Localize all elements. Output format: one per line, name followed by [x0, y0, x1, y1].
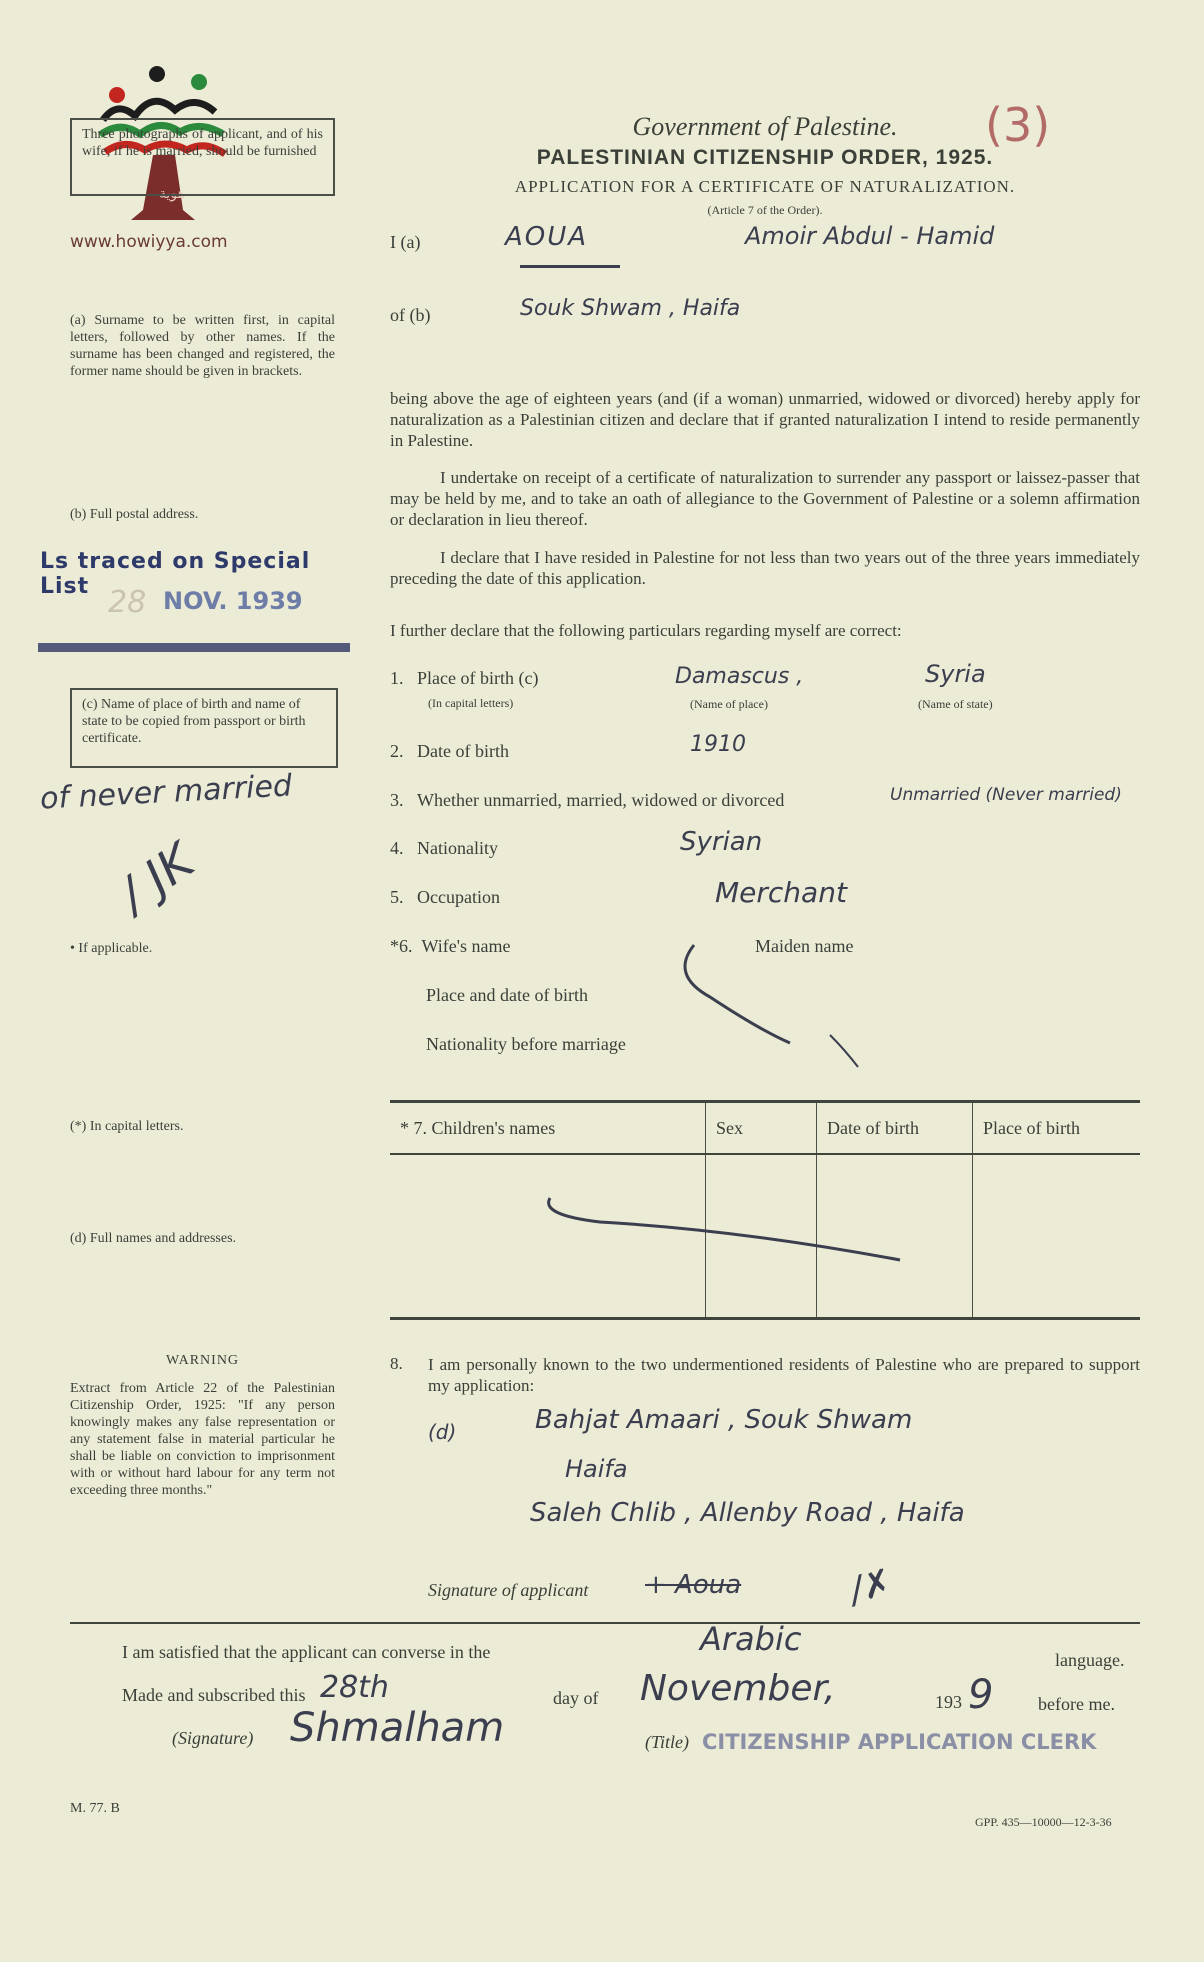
applicant-signature-label: Signature of applicant — [428, 1580, 589, 1600]
item-4-label: 4. Nationality — [390, 838, 498, 858]
photo-note-box — [70, 118, 335, 196]
item-2-label: 2. Date of birth — [390, 741, 509, 761]
occupation-label: Occupation — [417, 887, 500, 907]
birth-place-value: Damascus , — [675, 664, 804, 689]
wife-strike-mark — [680, 935, 880, 1075]
clerk-signature: Shmalham — [290, 1705, 505, 1751]
maiden-label: Maiden name — [755, 936, 854, 956]
print-code: GPP. 435—10000—12-3-36 — [975, 1815, 1112, 1829]
clerk-title-label: (Title) — [645, 1732, 689, 1752]
children-name-header: * 7. Children's names — [390, 1102, 706, 1155]
watermark-site: www.howiyya.com — [70, 232, 228, 252]
stamp-month: NOV. 1939 — [163, 587, 303, 615]
year-value: 9 — [968, 1672, 994, 1718]
clerk-title-stamp: CITIZENSHIP APPLICATION CLERK — [702, 1730, 1097, 1754]
referee-2: Saleh Chlib , Allenby Road , Haifa — [530, 1498, 965, 1528]
made-subscribed-label: Made and subscribed this — [122, 1685, 306, 1705]
name-label: I (a) — [390, 232, 421, 252]
page-number: (3) — [985, 98, 1051, 152]
signature-rule — [70, 1622, 1140, 1624]
full-names-note: (d) Full names and addresses. — [70, 1231, 237, 1246]
note-b: (b) Full postal address. — [70, 507, 199, 522]
photo-note: Three photographs of applicant, and of his wife, if he is married, should be furnished — [82, 127, 323, 159]
applicant-signature: + Aoua — [645, 1570, 742, 1600]
marital-value: Unmarried (Never married) — [890, 785, 1122, 805]
address-label: of (b) — [390, 305, 431, 325]
birth-sublabel: (In capital letters) — [428, 696, 514, 710]
before-me-label: before me. — [1038, 1694, 1115, 1714]
marital-label: Whether unmarried, married, widowed or divorced — [417, 790, 785, 810]
declaration-age: being above the age of eighteen years (and (if a woman) unmarried, widowed or divorced) hereby apply for naturalization as a Palestinian citizen and declare that if granted naturalization I intend to reside permanently in Palestine. — [390, 389, 1140, 450]
margin-initials: / JK — [108, 832, 205, 924]
wife-label: Wife's name — [421, 936, 511, 956]
birth-label: Place of birth (c) — [417, 668, 539, 688]
declaration-residence: I declare that I have resided in Palestine for not less than two years out of the three years immediately preceding the date of this application. — [390, 548, 1140, 588]
nationality-label: Nationality — [417, 838, 498, 858]
warning-text: Extract from Article 22 of the Palestinian Citizenship Order, 1925: "If any person knowingly makes any false representation or any statement false in material particular he shall be liable on conviction to imprisonment with or without hard labour for any term not exceeding three months." — [70, 1381, 335, 1498]
stamp-rule — [38, 643, 350, 652]
item-6-label: *6. Wife's name — [390, 936, 511, 956]
year-prefix: 193 — [935, 1692, 962, 1712]
note-c-box — [70, 688, 338, 768]
birth-state-value: Syria — [925, 660, 986, 688]
form-code: M. 77. B — [70, 1801, 120, 1816]
application-heading: APPLICATION FOR A CERTIFICATE OF NATURALIZATION. — [514, 177, 1016, 196]
wife-birth-label: Place and date of birth — [426, 985, 588, 1005]
children-header-row — [390, 1102, 1140, 1155]
month-value: November, — [640, 1668, 836, 1709]
surname-value: AOUA — [505, 222, 589, 252]
item-5-label: 5. Occupation — [390, 887, 500, 907]
clerk-signature-label: (Signature) — [172, 1728, 254, 1748]
day-of-label: day of — [553, 1688, 599, 1708]
note-a: (a) Surname to be written first, in capital letters, followed by other names. If the surname has been changed and registered, the former name should be given in brackets. — [70, 313, 335, 379]
never-married-note: of never married — [39, 768, 293, 817]
occupation-value: Merchant — [715, 876, 847, 909]
item-8-number: 8. — [390, 1354, 403, 1373]
language-value: Arabic — [700, 1620, 802, 1658]
surname-underline — [520, 265, 620, 268]
address-value: Souk Shwam , Haifa — [520, 296, 741, 321]
referee-1: Bahjat Amaari , Souk Shwam — [535, 1405, 913, 1435]
children-strike-mark — [540, 1190, 920, 1270]
nationality-value: Syrian — [680, 827, 763, 857]
article-reference: (Article 7 of the Order). — [707, 203, 823, 217]
wife-nationality-label: Nationality before marriage — [426, 1034, 626, 1054]
warning-title: WARNING — [165, 1353, 240, 1368]
stamp-day: 28 — [108, 585, 147, 620]
given-names-value: Amoir Abdul - Hamid — [745, 222, 995, 250]
children-sex-header: Sex — [706, 1102, 817, 1155]
children-dob-header: Date of birth — [817, 1102, 973, 1155]
applicant-mark: /✗ — [845, 1561, 897, 1612]
state-sublabel: (Name of state) — [918, 697, 993, 711]
referees-label: (d) — [428, 1420, 457, 1444]
language-line: I am satisfied that the applicant can converse in the — [122, 1642, 491, 1662]
dob-label: Date of birth — [417, 741, 509, 761]
government-heading: Government of Palestine. — [632, 112, 898, 141]
dob-value: 1910 — [690, 732, 746, 757]
place-sublabel: (Name of place) — [690, 697, 768, 711]
traced-stamp — [38, 545, 350, 663]
note-c: (c) Name of place of birth and name of state to be copied from passport or birth certificate. — [82, 697, 306, 746]
item-1-label: 1. Place of birth (c) — [390, 668, 539, 688]
language-suffix: language. — [1055, 1650, 1125, 1670]
stamp-line: Ls traced on Special List — [40, 549, 311, 599]
referees-text: I am personally known to the two undermentioned residents of Palestine who are prepared to support my application: — [428, 1355, 1140, 1395]
declaration-passport: I undertake on receipt of a certificate of naturalization to surrender any passport or laissez-passer that may be held by me, and to take an oath of allegiance to the Government of Palestine or a solemn affirmation or declaration in lieu thereof. — [390, 468, 1140, 529]
declaration-particulars: I further declare that the following particulars regarding myself are correct: — [390, 621, 902, 640]
if-applicable: • If applicable. — [70, 941, 153, 956]
order-heading: PALESTINIAN CITIZENSHIP ORDER, 1925. — [536, 146, 994, 169]
referee-1-city: Haifa — [565, 1455, 628, 1483]
capital-note: (*) In capital letters. — [70, 1119, 184, 1134]
item-3-label: 3. Whether unmarried, married, widowed or divorced — [390, 790, 785, 810]
day-value: 28th — [320, 1670, 389, 1705]
children-pob-header: Place of birth — [973, 1102, 1141, 1155]
svg-text:هوية: هوية — [159, 187, 186, 202]
